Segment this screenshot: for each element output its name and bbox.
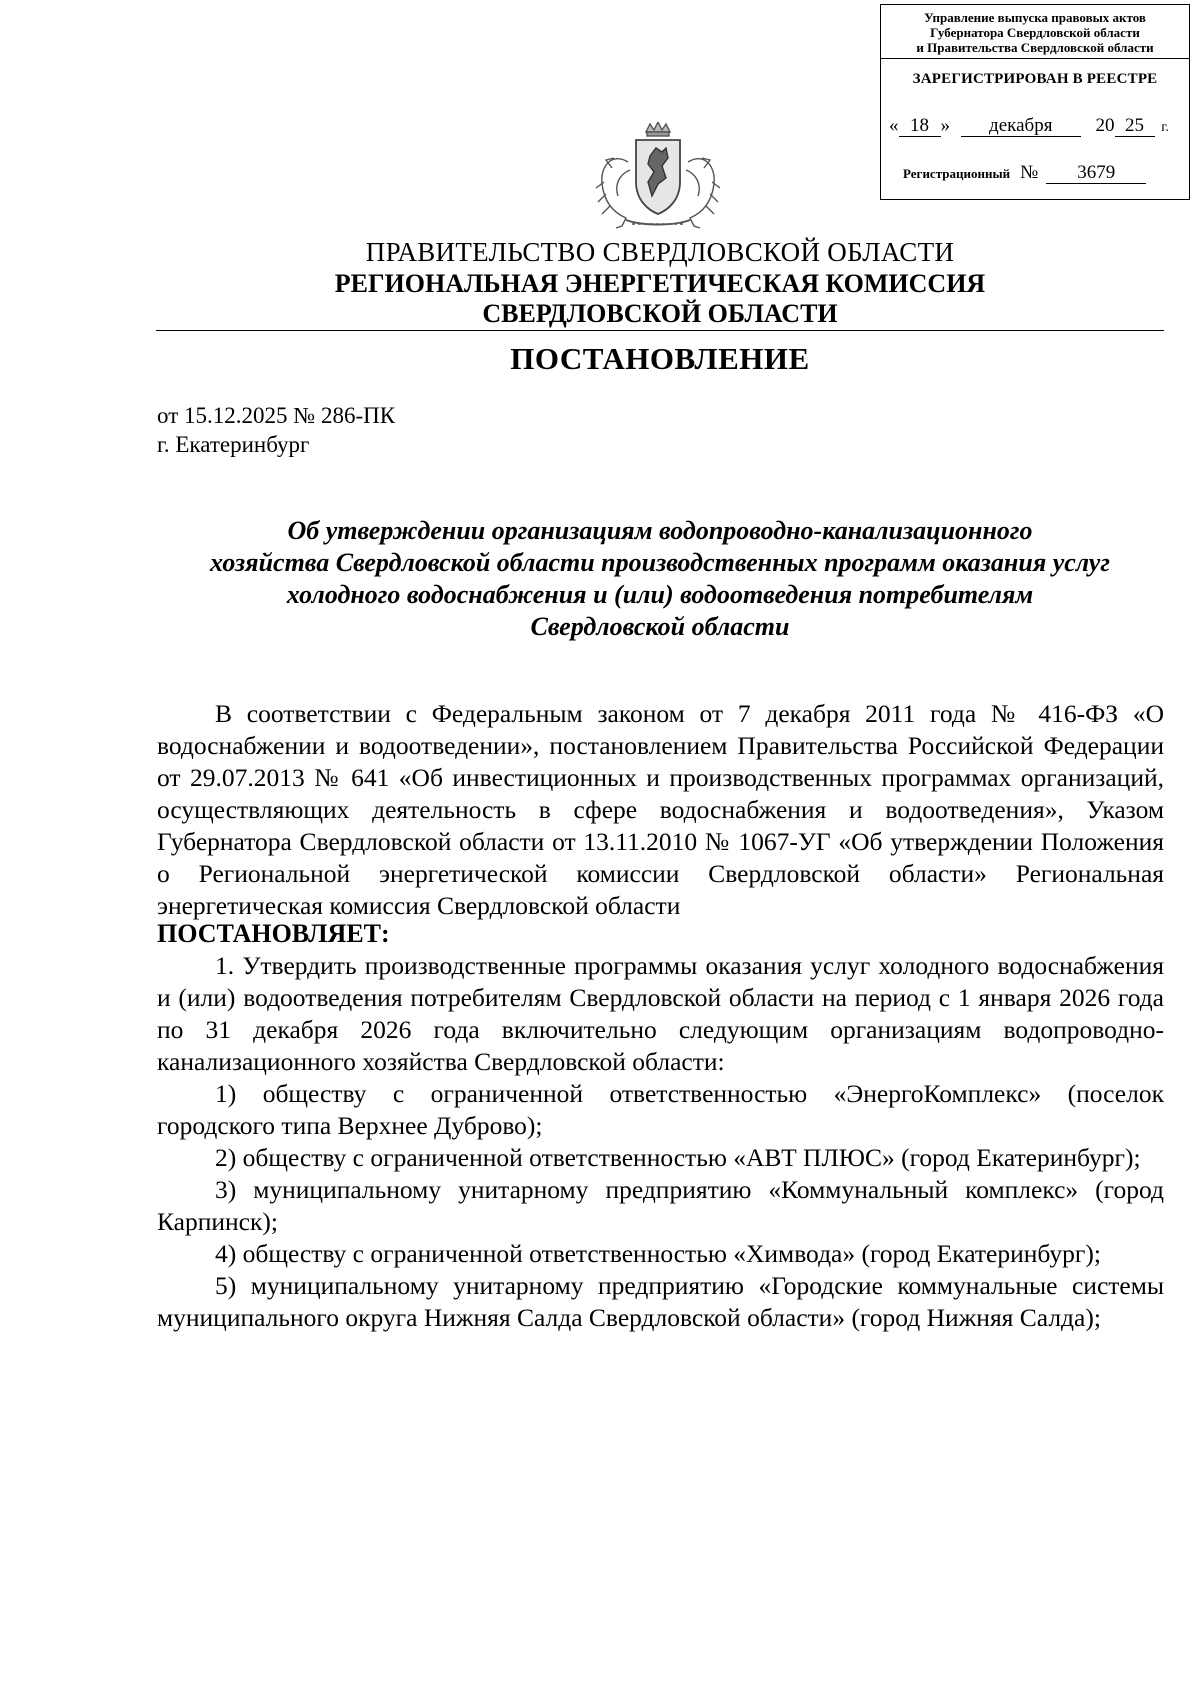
registration-stamp [880,4,1190,200]
document-date-number: от 15.12.2025 № 286-ПК [157,403,396,428]
stamp-quote-close: » [940,115,950,136]
stamp-date [889,115,1185,137]
stamp-year-suffix: 25 [1115,116,1155,137]
subitem-5: 5) муниципальному унитарному предприятию «Городские коммунальные системы муниципального округа Нижняя Салда Свердловской области» (город Нижняя Салда); [157,1271,1164,1332]
commission-name-line1: РЕГИОНАЛЬНАЯ ЭНЕРГЕТИЧЕСКАЯ КОМИССИЯ [334,269,986,298]
stamp-month: декабря [961,116,1081,137]
header-divider [156,330,1164,331]
title-line: хозяйства Свердловской области производственных программ оказания услуг [210,548,1110,577]
title-line: Свердловской области [530,612,790,641]
stamp-reg-label: Регистрационный [903,166,1011,181]
coat-of-arms-icon [592,122,724,230]
title-line: Об утверждении организациям водопроводно-канализационного [287,516,1033,545]
stamp-header [881,5,1189,59]
government-name: ПРАВИТЕЛЬСТВО СВЕРДЛОВСКОЙ ОБЛАСТИ [365,237,955,267]
preamble-paragraph: В соответствии с Федеральным законом от 7 декабря 2011 года № 416-ФЗ «О водоснабжении и водоотведении», постановлением Правительства Российской Федерации от 29.07.2013 № 641 «Об инвестиционных и производственных программах организаций, осуществляющих деятельность в сфере водоснабжения и водоотведения», Указом Губернатора Свердловской области от 13.11.2010 № 1067-УГ «Об утверждении Положения о Региональной энергетической комиссии Свердловской области» Региональная энергетическая комиссия Свердловской области [157,699,1164,920]
document-title [150,515,1170,643]
stamp-header-line: Управление выпуска правовых актов [924,10,1146,25]
subitem-4: 4) обществу с ограниченной ответственностью «Химвода» (город Екатеринбург); [215,1239,1101,1268]
document-city: г. Екатеринбург [157,432,310,457]
stamp-registration-number [903,162,1183,184]
subitem-1: 1) обществу с ограниченной ответственностью «ЭнергоКомплекс» (поселок городского типа Верхнее Дуброво); [157,1079,1164,1140]
subitem-3: 3) муниципальному унитарному предприятию «Коммунальный комплекс» (город Карпинск); [157,1175,1164,1236]
stamp-header-line: и Правительства Свердловской области [916,40,1154,55]
subitem-2: 2) обществу с ограниченной ответственностью «АВТ ПЛЮС» (город Екатеринбург); [215,1143,1141,1172]
stamp-year-abbr: г. [1161,120,1169,135]
stamp-quote-open: « [889,115,899,136]
document-body [157,698,1164,1334]
stamp-header-line: Губернатора Свердловской области [930,25,1140,40]
commission-name-line2: СВЕРДЛОВСКОЙ ОБЛАСТИ [482,299,838,328]
item-1-paragraph: 1. Утвердить производственные программы оказания услуг холодного водоснабжения и (или) водоотведения потребителям Свердловской области на период с 1 января 2026 года по 31 декабря 2026 года включительно следующим организациям водопроводно-канализационного хозяйства Свердловской области: [157,951,1164,1076]
stamp-year-prefix: 20 [1095,115,1115,136]
decree-word: ПОСТАНОВЛЯЕТ: [157,919,390,948]
stamp-registered-label: ЗАРЕГИСТРИРОВАН В РЕЕСТРЕ [912,71,1158,87]
stamp-day: 18 [899,116,941,137]
stamp-reg-number: 3679 [1046,163,1146,184]
title-line: холодного водоснабжения и (или) водоотведения потребителям [286,580,1034,609]
stamp-number-sign: № [1020,162,1039,183]
document-type: ПОСТАНОВЛЕНИЕ [510,341,810,376]
